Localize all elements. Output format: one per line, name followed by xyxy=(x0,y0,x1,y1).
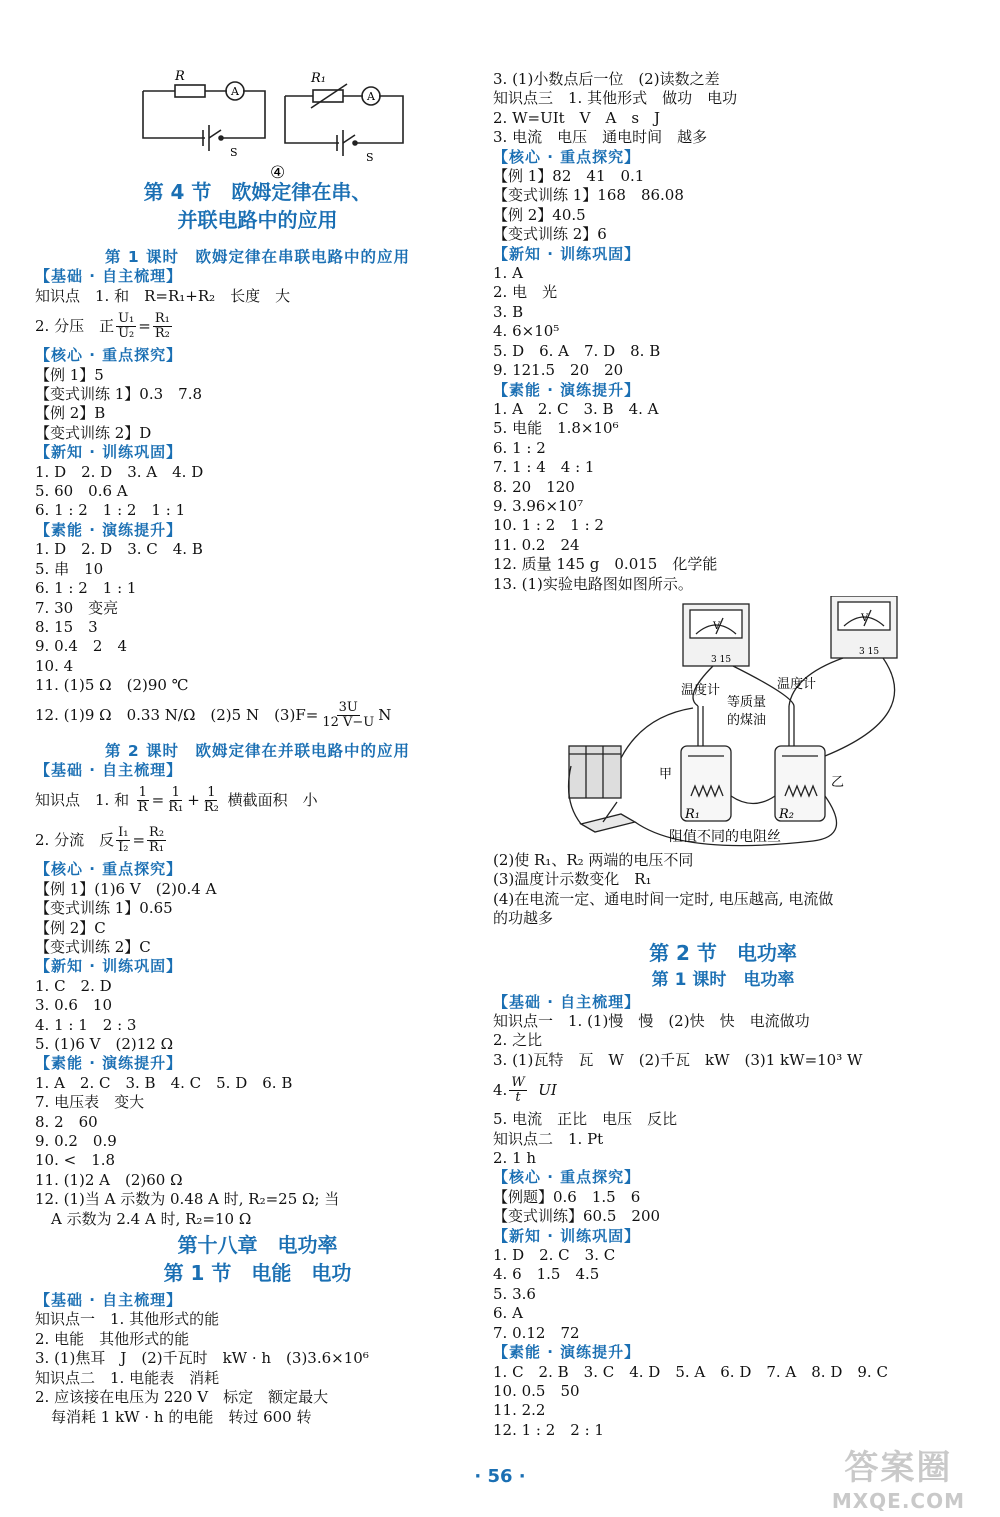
l2-knowledge-row: 知识点 1. 和 $\frac{1}{R}$ = $\frac{1}{\text{R₁}}$ + $\frac{1}{\text{R₂}}$ 横截面积 小 xyxy=(35,784,318,815)
answer-line: 9. 0.2 0.9 xyxy=(35,1132,117,1151)
tag-xinzhi: 【新知 · 训练巩固】 xyxy=(35,957,183,976)
answer-line: 5. 电流 正比 电压 反比 xyxy=(493,1110,678,1129)
answer-line: 6. 1 : 2 xyxy=(493,438,546,457)
oil-label-1: 等质量 xyxy=(727,694,767,710)
answer-line: (2)使 R₁、R₂ 两端的电压不同 xyxy=(493,850,694,869)
answer-line: 10. 4 xyxy=(35,656,74,675)
fraction-1-r1: $\frac{1}{\text{R₁}}$ xyxy=(168,784,184,815)
watermark-big: 答案圈 xyxy=(844,1448,953,1488)
fraction-r2-r1: $\frac{\text{R₂}}{\text{R₁}}$ xyxy=(149,824,165,855)
resistor-wire-caption: 阻值不同的电阻丝 xyxy=(669,828,781,845)
answer-line: 【变式训练 1】0.65 xyxy=(35,899,173,918)
answer-line: 11. (1)2 A (2)60 Ω xyxy=(35,1170,183,1189)
answer-line: 12. 质量 145 g 0.015 化学能 xyxy=(493,555,718,574)
tag-jichu: 【基础 · 自主梳理】 xyxy=(35,1291,183,1310)
answer-line: 7. 30 变亮 xyxy=(35,598,119,617)
l1-q12-row xyxy=(35,696,480,736)
answer-line: 知识点二 1. Pt xyxy=(493,1129,604,1148)
answer-line: 11. 0.2 24 xyxy=(493,535,580,554)
right-column xyxy=(493,70,953,1440)
answer-line: 11. 2.2 xyxy=(493,1401,546,1420)
answer-line: 【变式训练 1】168 86.08 xyxy=(493,186,684,205)
answer-line: 【例 1】(1)6 V (2)0.4 A xyxy=(35,879,217,898)
answer-line: 1. A 2. C 3. B 4. C 5. D 6. B xyxy=(35,1073,293,1092)
answer-line: 1. A 2. C 3. B 4. A xyxy=(493,399,659,418)
answer-line: 每消耗 1 kW · h 的电能 转过 600 转 xyxy=(51,1407,312,1426)
lesson1-title: 第 1 课时 欧姆定律在串联电路中的应用 xyxy=(104,248,411,266)
tag-hexin: 【核心 · 重点探究】 xyxy=(35,860,183,879)
tag-suneng: 【素能 · 演练提升】 xyxy=(493,1343,641,1362)
answer-line: 【例 2】B xyxy=(35,404,106,423)
switch-s-left: S xyxy=(230,146,238,159)
tag-jichu: 【基础 · 自主梳理】 xyxy=(493,992,641,1011)
answer-line: 12. 1 : 2 2 : 1 xyxy=(493,1420,604,1439)
oil-label-2: 的煤油 xyxy=(727,712,767,728)
circuit-left xyxy=(143,82,265,151)
answer-line: 知识点一 1. 其他形式的能 xyxy=(35,1310,220,1329)
section1-title: 第 1 节 电能 电功 xyxy=(163,1261,352,1286)
answer-line: 4. 1 : 1 2 : 3 xyxy=(35,1015,137,1034)
circuit-right xyxy=(285,84,403,156)
answer-line: (4)在电流一定、通电时间一定时, 电压越高, 电流做 xyxy=(493,889,834,908)
r1-label: R₁ xyxy=(685,806,700,822)
answer-line: 3. (1)小数点后一位 (2)读数之差 xyxy=(493,70,720,88)
jar-yi-label: 乙 xyxy=(831,774,845,790)
answer-line: 9. 3.96×10⁷ xyxy=(493,496,584,515)
answer-line: 1. D 2. D 3. C 4. B xyxy=(35,540,203,559)
tag-hexin: 【核心 · 重点探究】 xyxy=(493,147,641,166)
answer-line: 知识点一 1. (1)慢 慢 (2)快 快 电流做功 xyxy=(493,1012,810,1030)
tag-suneng: 【素能 · 演练提升】 xyxy=(493,380,641,399)
answer-line: 12. (1)当 A 示数为 0.48 A 时, R₂=25 Ω; 当 xyxy=(35,1190,340,1209)
q4-ui: UI xyxy=(538,1080,557,1099)
tag-jichu: 【基础 · 自主梳理】 xyxy=(35,267,183,286)
answer-line: 知识点三 1. 其他形式 做功 电功 xyxy=(493,89,738,108)
tag-xinzhi: 【新知 · 训练巩固】 xyxy=(35,443,183,462)
answer-line: (3)温度计示数变化 R₁ xyxy=(493,870,652,889)
answer-line: 的功越多 xyxy=(493,909,554,928)
answer-line: 2. 1 h xyxy=(493,1149,537,1168)
l2-fenliu-text: 2. 分流 反 xyxy=(35,830,115,849)
answer-line: 1. C 2. B 3. C 4. D 5. A 6. D 7. A 8. D 9. C xyxy=(493,1362,888,1381)
answer-line: 1. A xyxy=(493,264,523,283)
answer-line: 5. D 6. A 7. D 8. B xyxy=(493,341,661,360)
answer-line: 【变式训练 1】0.3 7.8 xyxy=(35,385,203,404)
answer-line: 13. (1)实验电路图如图所示。 xyxy=(493,574,693,593)
fraction-u1-u2: $\frac{\text{U₁}}{\text{U₂}}$ xyxy=(118,310,135,341)
l1-fenya-text: 2. 分压 正 xyxy=(35,316,115,335)
answer-line: 9. 0.4 2 4 xyxy=(35,637,128,656)
answer-line: 1. D 2. D 3. A 4. D xyxy=(35,462,204,481)
answer-line: 【例 1】5 xyxy=(35,365,104,384)
circuit-figure-4 xyxy=(135,68,425,183)
answer-line: A 示数为 2.4 A 时, R₂=10 Ω xyxy=(51,1209,252,1228)
answer-line: 1. C 2. D xyxy=(35,976,112,995)
fraction-1-r: $\frac{1}{R}$ xyxy=(137,784,148,815)
answer-line: 【例 2】C xyxy=(35,918,106,937)
answer-line: 7. 1 : 4 4 : 1 xyxy=(493,458,595,477)
scale-right: 3 15 xyxy=(859,646,880,657)
answer-line: 5. 60 0.6 A xyxy=(35,482,128,501)
answer-line: 7. 电压表 变大 xyxy=(35,1093,145,1112)
watermark-logo xyxy=(832,1440,965,1513)
label-r: R xyxy=(175,69,185,84)
ammeter-a-right: A xyxy=(367,90,375,103)
tag-suneng: 【素能 · 演练提升】 xyxy=(35,520,183,539)
tag-hexin: 【核心 · 重点探究】 xyxy=(35,346,183,365)
answer-line: 4. 6×10⁵ xyxy=(493,322,560,341)
q4-number: 4. xyxy=(493,1080,508,1099)
chapter18-title: 第十八章 电功率 xyxy=(177,1233,338,1258)
answer-line: 2. 电 光 xyxy=(493,283,558,302)
answer-line: 2. 应该接在电压为 220 V 标定 额定最大 xyxy=(35,1388,329,1407)
answer-line: 3. B xyxy=(493,302,524,321)
answer-line: 8. 20 120 xyxy=(493,477,575,496)
answer-line: 3. 电流 电压 通电时间 越多 xyxy=(493,128,708,147)
fraction-i1-i2: $\frac{\text{I₁}}{\text{I₂}}$ xyxy=(118,824,129,855)
fraction-r1-r2: $\frac{\text{R₁}}{\text{R₂}}$ xyxy=(154,310,170,341)
answer-line: 9. 121.5 20 20 xyxy=(493,361,624,380)
answer-line: 5. 电能 1.8×10⁶ xyxy=(493,419,619,438)
scale-left: 3 15 xyxy=(711,654,732,665)
answer-line: 知识点二 1. 电能表 消耗 xyxy=(35,1368,220,1387)
answer-line: 1. D 2. C 3. C xyxy=(493,1246,616,1265)
answer-line: 10. 1 : 2 1 : 2 xyxy=(493,516,604,535)
answer-line: 3. 0.6 10 xyxy=(35,996,113,1015)
answer-line: 2. 电能 其他形式的能 xyxy=(35,1329,190,1348)
thermometer-right-label: 温度计 xyxy=(777,676,817,692)
label-r1: R₁ xyxy=(311,71,326,86)
section2-title: 第 2 节 电功率 xyxy=(649,940,797,965)
r2-label: R₂ xyxy=(779,806,794,822)
s2-q4-row xyxy=(493,1070,953,1110)
tag-xinzhi: 【新知 · 训练巩固】 xyxy=(493,1226,641,1245)
fraction-3u: $\frac{3U}{12 V-U}$ xyxy=(322,700,375,731)
answer-line: 5. 串 10 xyxy=(35,559,104,578)
tag-hexin: 【核心 · 重点探究】 xyxy=(493,1168,641,1187)
section4-title-line2: 并联电路中的应用 xyxy=(177,208,338,232)
experiment-circuit-figure xyxy=(563,596,943,851)
q12-text: 12. (1)9 Ω 0.33 N/Ω (2)5 N (3)F= xyxy=(35,705,319,724)
answer-line: 【例 1】82 41 0.1 xyxy=(493,167,645,186)
l1-examples xyxy=(35,366,480,444)
tag-jichu: 【基础 · 自主梳理】 xyxy=(35,760,183,779)
thermometer-left-label: 温度计 xyxy=(681,682,721,698)
watermark-url: MXQE.COM xyxy=(831,1489,965,1513)
l2-knowledge-text: 知识点 1. 和 xyxy=(35,790,130,809)
answer-line: 2. 之比 xyxy=(493,1031,543,1050)
answer-line: 3. (1)瓦特 瓦 W (2)千瓦 kW (3)1 kW=10³ W xyxy=(493,1050,863,1069)
lesson2-title: 第 2 课时 欧姆定律在并联电路中的应用 xyxy=(104,741,411,760)
answer-line: 6. 1 : 2 1 : 1 xyxy=(35,579,137,598)
answer-line: 【例题】0.6 1.5 6 xyxy=(493,1187,641,1206)
q12-unit: N xyxy=(378,705,392,724)
lesson-title: 第 1 课时 电功率 xyxy=(651,969,795,990)
answer-line: 【变式训练】60.5 200 xyxy=(493,1207,661,1226)
ammeter-a-left: A xyxy=(231,85,239,98)
tag-xinzhi: 【新知 · 训练巩固】 xyxy=(493,244,641,263)
page-number: · 56 · xyxy=(474,1466,526,1487)
answer-line: 【例 2】40.5 xyxy=(493,205,586,224)
l2-knowledge-tail: 横截面积 小 xyxy=(227,790,318,809)
jar-jia-label: 甲 xyxy=(659,766,673,782)
section4-title: 第 4 节 欧姆定律在串、 xyxy=(143,180,372,204)
answer-line: 4. 6 1.5 4.5 xyxy=(493,1265,600,1284)
answer-line: 【变式训练 2】D xyxy=(35,423,152,442)
voltmeter-left-v: V xyxy=(713,620,721,632)
answer-line: 5. (1)6 V (2)12 Ω xyxy=(35,1035,174,1053)
answer-line: 8. 15 3 xyxy=(35,617,98,636)
answer-line: 5. 3.6 xyxy=(493,1284,536,1303)
answer-line: 6. 1 : 2 1 : 2 1 : 1 xyxy=(35,501,186,520)
answer-line: 【变式训练 2】C xyxy=(35,937,151,956)
answer-line: 2. W=UIt V A s J xyxy=(493,108,661,127)
figure-number: ④ xyxy=(270,163,286,183)
answer-line: 10. 0.5 50 xyxy=(493,1381,580,1400)
voltmeter-right-v: V xyxy=(861,612,869,624)
answer-line: 7. 0.12 72 xyxy=(493,1323,580,1342)
tag-suneng: 【素能 · 演练提升】 xyxy=(35,1054,183,1073)
answer-line: 8. 2 60 xyxy=(35,1112,98,1131)
l1-knowledge: 知识点 1. 和 R=R₁+R₂ 长度 大 xyxy=(35,286,291,305)
switch-s-right: S xyxy=(366,151,374,164)
answer-line: 【变式训练 2】6 xyxy=(493,225,607,244)
l1-fenya-row: 2. 分压 正 $\frac{\text{U₁}}{\text{U₂}}$ = $\frac{\text{R₁}}{\text{R₂}}$ xyxy=(35,310,170,341)
l2-fenliu-row: 2. 分流 反 $\frac{\text{I₁}}{\text{I₂}}$ = $\frac{\text{R₂}}{\text{R₁}}$ xyxy=(35,824,165,855)
answer-line: 11. (1)5 Ω (2)90 ℃ xyxy=(35,676,189,695)
left-column xyxy=(35,178,480,1427)
answer-line: 3. (1)焦耳 J (2)千瓦时 kW · h (3)3.6×10⁶ xyxy=(35,1349,369,1368)
fraction-1-r2: $\frac{1}{\text{R₂}}$ xyxy=(203,784,219,815)
answer-line: 10. < 1.8 xyxy=(35,1151,116,1170)
answer-line: 6. A xyxy=(493,1304,523,1323)
fraction-w-t: $\frac{W}{t}$ xyxy=(511,1074,525,1105)
